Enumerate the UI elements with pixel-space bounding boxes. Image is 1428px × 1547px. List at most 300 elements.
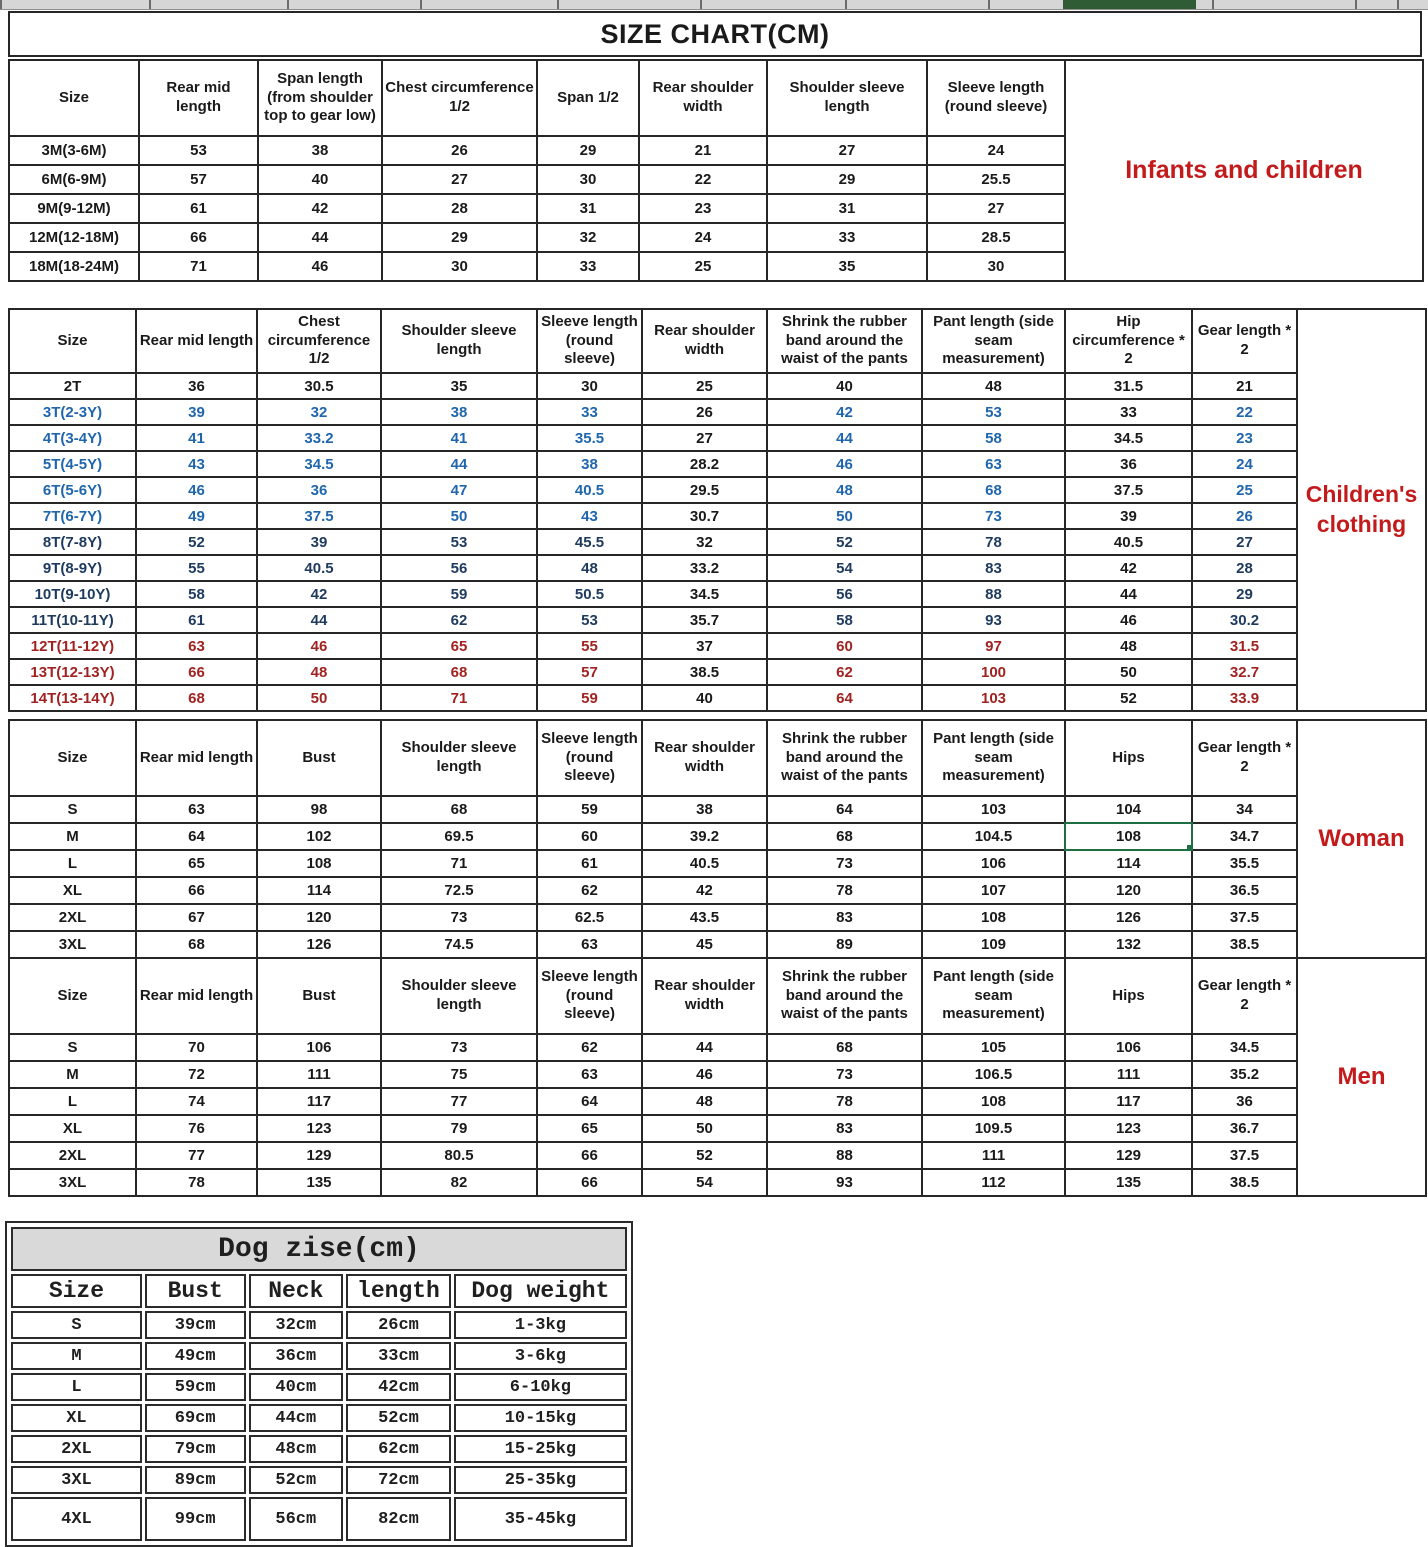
table-cell: 47: [381, 477, 537, 503]
column-header: Rear shoulder width: [642, 958, 767, 1034]
table-cell: 29: [537, 136, 639, 165]
table-cell: 61: [139, 194, 258, 223]
table-cell: 46: [1065, 607, 1192, 633]
table-cell: 42: [257, 581, 381, 607]
table-cell: 49cm: [145, 1342, 246, 1370]
table-cell: 71: [381, 850, 537, 877]
table-row: [9, 503, 1426, 529]
table-cell: 29: [767, 165, 927, 194]
table-cell: 72: [136, 1061, 257, 1088]
table-cell: 60: [767, 633, 922, 659]
table-cell: 44: [767, 425, 922, 451]
table-cell: 108: [257, 850, 381, 877]
table-cell: 38.5: [1192, 931, 1297, 958]
table-cell: 30.7: [642, 503, 767, 529]
table-cell: 77: [381, 1088, 537, 1115]
table-row: [9, 555, 1426, 581]
table-cell: 126: [257, 931, 381, 958]
table-cell: 78: [767, 877, 922, 904]
table-cell: 52: [136, 529, 257, 555]
table-row: [9, 1034, 1426, 1061]
table-cell: 65: [136, 850, 257, 877]
table-cell: 70: [136, 1034, 257, 1061]
table-row: [9, 425, 1426, 451]
table-cell: 34.5: [1065, 425, 1192, 451]
header-row: [9, 720, 1426, 796]
table-cell: 56: [381, 555, 537, 581]
table-cell: 34.5: [642, 581, 767, 607]
table-cell: 62: [767, 659, 922, 685]
column-header: Shoulder sleeve length: [767, 60, 927, 136]
table-row: [9, 1142, 1426, 1169]
table-cell: 31: [537, 194, 639, 223]
table-cell: 120: [1065, 877, 1192, 904]
table-cell: 88: [922, 581, 1065, 607]
table-row: [9, 399, 1426, 425]
column-header: Size: [9, 958, 136, 1034]
row-size-cell: 4T(3-4Y): [9, 425, 136, 451]
row-size-cell: L: [11, 1373, 142, 1401]
table-cell: 33: [537, 252, 639, 281]
table-cell: 66: [537, 1142, 642, 1169]
table-cell: 93: [922, 607, 1065, 633]
table-cell: 55: [537, 633, 642, 659]
table-cell: 60: [537, 823, 642, 850]
table-cell: 29.5: [642, 477, 767, 503]
row-size-cell: 7T(6-7Y): [9, 503, 136, 529]
table-cell: 26: [642, 399, 767, 425]
table-cell: 25: [642, 373, 767, 399]
table-cell: 36: [136, 373, 257, 399]
table-cell: 66: [139, 223, 258, 252]
table-cell: 44cm: [249, 1404, 344, 1432]
table-cell: 40cm: [249, 1373, 344, 1401]
header-row: [11, 1274, 627, 1308]
table-cell: 71: [381, 685, 537, 711]
table-row: [9, 581, 1426, 607]
table-cell: 48: [537, 555, 642, 581]
table-cell: 106: [1065, 1034, 1192, 1061]
row-size-cell: 2XL: [9, 1142, 136, 1169]
table-cell: 68: [922, 477, 1065, 503]
table-cell: 33cm: [346, 1342, 451, 1370]
header-row: [9, 309, 1426, 373]
table-cell: 109.5: [922, 1115, 1065, 1142]
table-cell: 61: [136, 607, 257, 633]
table-cell: 33.2: [642, 555, 767, 581]
table-cell: 52cm: [249, 1466, 344, 1494]
table-cell: 10-15kg: [454, 1404, 627, 1432]
table-row: [11, 1497, 627, 1541]
table-cell: 62.5: [537, 904, 642, 931]
column-header: Pant length (side seam measurement): [922, 309, 1065, 373]
column-header: Shrink the rubber band around the waist of the pants: [767, 309, 922, 373]
table-cell: 39: [1065, 503, 1192, 529]
side-label: Woman: [1297, 720, 1426, 958]
side-label: Infants and children: [1065, 60, 1423, 281]
table-cell: 50: [642, 1115, 767, 1142]
table-cell: 72.5: [381, 877, 537, 904]
row-size-cell: L: [9, 1088, 136, 1115]
table-row: [9, 451, 1426, 477]
column-tick: [420, 0, 422, 9]
table-row: [11, 1373, 627, 1401]
row-size-cell: 6T(5-6Y): [9, 477, 136, 503]
table-cell: 44: [1065, 581, 1192, 607]
column-header: Hip circumference * 2: [1065, 309, 1192, 373]
table-row: [9, 685, 1426, 711]
row-size-cell: 2XL: [11, 1435, 142, 1463]
table-cell: 129: [257, 1142, 381, 1169]
table-cell: 39.2: [642, 823, 767, 850]
column-header: Rear mid length: [136, 309, 257, 373]
table-cell: 27: [767, 136, 927, 165]
table-cell: 38: [258, 136, 382, 165]
table-cell: 32: [642, 529, 767, 555]
table-cell: 28.5: [927, 223, 1065, 252]
table-cell: 57: [537, 659, 642, 685]
table-cell: 106: [257, 1034, 381, 1061]
table-cell: 30.5: [257, 373, 381, 399]
row-size-cell: L: [9, 850, 136, 877]
table-cell: 52: [767, 529, 922, 555]
table-cell: 23: [1192, 425, 1297, 451]
table-cell: 65: [381, 633, 537, 659]
table-cell: 23: [639, 194, 767, 223]
table-cell: 35.7: [642, 607, 767, 633]
table-cell: 55: [136, 555, 257, 581]
table-cell: 30.2: [1192, 607, 1297, 633]
table-cell: 68: [136, 931, 257, 958]
table-row: [9, 1088, 1426, 1115]
column-header: Pant length (side seam measurement): [922, 720, 1065, 796]
table-cell: 61: [537, 850, 642, 877]
table-cell: 64: [136, 823, 257, 850]
table-cell: 106.5: [922, 1061, 1065, 1088]
row-size-cell: XL: [9, 877, 136, 904]
table-cell: 78: [136, 1169, 257, 1196]
table-cell: 103: [922, 796, 1065, 823]
table-cell: 49: [136, 503, 257, 529]
table-cell: 44: [381, 451, 537, 477]
table-cell: 3-6kg: [454, 1342, 627, 1370]
table-cell: 25: [639, 252, 767, 281]
table-cell: 76: [136, 1115, 257, 1142]
column-header: Sleeve length (round sleeve): [537, 309, 642, 373]
table-cell: 112: [922, 1169, 1065, 1196]
table-row: [11, 1466, 627, 1494]
column-header: Gear length * 2: [1192, 309, 1297, 373]
table-cell: 83: [767, 904, 922, 931]
table-cell: 54: [642, 1169, 767, 1196]
table-cell: 37.5: [1192, 904, 1297, 931]
table-cell: 103: [922, 685, 1065, 711]
table-cell: 6-10kg: [454, 1373, 627, 1401]
table-cell: 88: [767, 1142, 922, 1169]
table-row: [9, 1115, 1426, 1142]
table-cell: 26: [1192, 503, 1297, 529]
table-cell: 66: [537, 1169, 642, 1196]
table-cell: 68: [381, 659, 537, 685]
table-cell: 28: [1192, 555, 1297, 581]
adults-size-table: [8, 719, 1427, 1197]
table-cell: 53: [139, 136, 258, 165]
table-cell: 24: [639, 223, 767, 252]
column-tick: [845, 0, 847, 9]
table-cell: 37: [642, 633, 767, 659]
row-size-cell: S: [9, 1034, 136, 1061]
row-size-cell: S: [11, 1311, 142, 1339]
table-cell: 40: [258, 165, 382, 194]
column-tick: [557, 0, 559, 9]
column-header: Bust: [257, 720, 381, 796]
row-size-cell: 12M(12-18M): [9, 223, 139, 252]
table-cell: 97: [922, 633, 1065, 659]
column-header: length: [346, 1274, 451, 1308]
table-cell: 22: [1192, 399, 1297, 425]
row-size-cell: 3XL: [9, 931, 136, 958]
table-cell: 38.5: [642, 659, 767, 685]
table-cell: 24: [1192, 451, 1297, 477]
table-cell: 62: [537, 877, 642, 904]
header-row: [9, 958, 1426, 1034]
column-tick: [1397, 0, 1399, 9]
table-cell: 111: [922, 1142, 1065, 1169]
table-cell: 72cm: [346, 1466, 451, 1494]
table-row: [9, 373, 1426, 399]
table-cell: 104: [1065, 796, 1192, 823]
table-row: [9, 607, 1426, 633]
table-cell: 33: [1065, 399, 1192, 425]
table-row: [11, 1435, 627, 1463]
table-cell: 29: [1192, 581, 1297, 607]
table-cell: 54: [767, 555, 922, 581]
table-cell: 26cm: [346, 1311, 451, 1339]
table-cell: 35.5: [1192, 850, 1297, 877]
table-cell: 73: [767, 1061, 922, 1088]
table-cell: 74.5: [381, 931, 537, 958]
table-cell: 105: [922, 1034, 1065, 1061]
column-header: Rear shoulder width: [639, 60, 767, 136]
table-row: [9, 796, 1426, 823]
row-size-cell: 4XL: [11, 1497, 142, 1541]
table-cell: 56: [767, 581, 922, 607]
table-cell: 27: [1192, 529, 1297, 555]
table-cell: 69cm: [145, 1404, 246, 1432]
column-header: Size: [11, 1274, 142, 1308]
row-size-cell: 18M(18-24M): [9, 252, 139, 281]
table-cell: 98: [257, 796, 381, 823]
table-cell: 68: [136, 685, 257, 711]
header-row: [9, 60, 1423, 136]
table-cell: 107: [922, 877, 1065, 904]
table-cell: 32: [537, 223, 639, 252]
side-label: Men: [1297, 958, 1426, 1196]
table-cell: 30: [382, 252, 537, 281]
column-header: Sleeve length (round sleeve): [927, 60, 1065, 136]
side-label: Children's clothing: [1297, 309, 1426, 711]
table-cell: 25: [1192, 477, 1297, 503]
table-cell: 41: [381, 425, 537, 451]
table-cell: 135: [257, 1169, 381, 1196]
row-size-cell: 5T(4-5Y): [9, 451, 136, 477]
table-cell: 120: [257, 904, 381, 931]
table-cell: 108: [922, 904, 1065, 931]
table-cell: 111: [257, 1061, 381, 1088]
table-cell: 66: [136, 877, 257, 904]
column-header: Dog weight: [454, 1274, 627, 1308]
table-cell: 59: [381, 581, 537, 607]
column-header: Shoulder sleeve length: [381, 720, 537, 796]
column-header: Pant length (side seam measurement): [922, 958, 1065, 1034]
table-cell: 27: [382, 165, 537, 194]
table-cell: 43: [537, 503, 642, 529]
table-cell: 34: [1192, 796, 1297, 823]
column-header: Span length (from shoulder top to gear low): [258, 60, 382, 136]
table-cell: 25-35kg: [454, 1466, 627, 1494]
column-header: Sleeve length (round sleeve): [537, 958, 642, 1034]
table-cell: 48: [1065, 633, 1192, 659]
column-header: Neck: [249, 1274, 344, 1308]
column-header: Bust: [145, 1274, 246, 1308]
table-cell: 64: [767, 796, 922, 823]
table-cell: 93: [767, 1169, 922, 1196]
column-header: Shrink the rubber band around the waist of the pants: [767, 958, 922, 1034]
table-cell: 77: [136, 1142, 257, 1169]
table-cell: 123: [257, 1115, 381, 1142]
table-cell: 44: [642, 1034, 767, 1061]
table-cell: 40.5: [257, 555, 381, 581]
table-cell: 114: [257, 877, 381, 904]
table-cell: 53: [922, 399, 1065, 425]
row-size-cell: 14T(13-14Y): [9, 685, 136, 711]
table-cell: 52: [1065, 685, 1192, 711]
table-cell: 36cm: [249, 1342, 344, 1370]
table-cell: 68: [381, 796, 537, 823]
row-size-cell: 9M(9-12M): [9, 194, 139, 223]
table-cell: 57: [139, 165, 258, 194]
table-cell: 44: [258, 223, 382, 252]
table-cell: 52: [642, 1142, 767, 1169]
column-header: Bust: [257, 958, 381, 1034]
table-cell: 73: [381, 904, 537, 931]
table-cell: 59: [537, 796, 642, 823]
table-cell: 42cm: [346, 1373, 451, 1401]
size-chart-title: SIZE CHART(CM): [8, 11, 1422, 57]
table-cell: 35.2: [1192, 1061, 1297, 1088]
row-size-cell: 8T(7-8Y): [9, 529, 136, 555]
row-size-cell: 3M(3-6M): [9, 136, 139, 165]
table-cell: 29: [382, 223, 537, 252]
table-cell: 53: [381, 529, 537, 555]
table-cell: 63: [537, 1061, 642, 1088]
table-cell: 104.5: [922, 823, 1065, 850]
column-header: Hips: [1065, 720, 1192, 796]
table-cell: 35-45kg: [454, 1497, 627, 1541]
table-cell: 50.5: [537, 581, 642, 607]
table-cell: 43.5: [642, 904, 767, 931]
table-cell: 42: [767, 399, 922, 425]
table-cell: 63: [537, 931, 642, 958]
column-tick: [1212, 0, 1214, 9]
column-header: Span 1/2: [537, 60, 639, 136]
table-cell: 40: [767, 373, 922, 399]
table-cell: 32.7: [1192, 659, 1297, 685]
table-cell: 73: [922, 503, 1065, 529]
table-cell: 37.5: [1192, 1142, 1297, 1169]
table-cell: 37.5: [257, 503, 381, 529]
table-cell: 44: [257, 607, 381, 633]
selection-fill-handle: [1186, 844, 1192, 850]
table-cell: 71: [139, 252, 258, 281]
table-cell: 108: [922, 1088, 1065, 1115]
dog-table-title: Dog zise(cm): [11, 1227, 627, 1271]
table-cell: 27: [642, 425, 767, 451]
table-cell: 59: [537, 685, 642, 711]
table-cell: 46: [257, 633, 381, 659]
table-cell: 40.5: [537, 477, 642, 503]
column-header: Rear mid length: [136, 958, 257, 1034]
table-row: [9, 904, 1426, 931]
column-tick: [700, 0, 702, 9]
column-header: Rear shoulder width: [642, 720, 767, 796]
table-cell: 66: [136, 659, 257, 685]
table-cell: 21: [639, 136, 767, 165]
column-tick: [1355, 0, 1357, 9]
column-tick: [0, 0, 2, 9]
table-cell: 67: [136, 904, 257, 931]
table-cell: 30: [537, 373, 642, 399]
column-header: Size: [9, 309, 136, 373]
column-header: Rear shoulder width: [642, 309, 767, 373]
table-cell: 34.5: [1192, 1034, 1297, 1061]
column-header: Shoulder sleeve length: [381, 309, 537, 373]
table-cell: 106: [922, 850, 1065, 877]
row-size-cell: M: [9, 1061, 136, 1088]
column-header: Gear length * 2: [1192, 958, 1297, 1034]
table-cell: 126: [1065, 904, 1192, 931]
table-cell: 45: [642, 931, 767, 958]
table-cell: 39cm: [145, 1311, 246, 1339]
table-cell: 32: [257, 399, 381, 425]
column-header: Chest circumference 1/2: [382, 60, 537, 136]
table-cell: 42: [1065, 555, 1192, 581]
table-cell: 117: [1065, 1088, 1192, 1115]
size-chart-page: [8, 11, 1427, 1547]
table-cell: 123: [1065, 1115, 1192, 1142]
table-cell: 15-25kg: [454, 1435, 627, 1463]
row-size-cell: 3T(2-3Y): [9, 399, 136, 425]
table-cell: 40: [642, 685, 767, 711]
table-cell: 68: [767, 1034, 922, 1061]
table-cell: 83: [922, 555, 1065, 581]
table-cell: 63: [922, 451, 1065, 477]
table-row: [9, 659, 1426, 685]
table-cell: 46: [642, 1061, 767, 1088]
row-size-cell: 6M(6-9M): [9, 165, 139, 194]
table-cell: 59cm: [145, 1373, 246, 1401]
table-cell: 48: [642, 1088, 767, 1115]
table-cell: 100: [922, 659, 1065, 685]
table-row: [9, 823, 1426, 850]
table-cell: 33: [767, 223, 927, 252]
table-cell: 31.5: [1192, 633, 1297, 659]
row-size-cell: 2XL: [9, 904, 136, 931]
table-cell: 40.5: [642, 850, 767, 877]
column-tick: [149, 0, 151, 9]
selected-cell: 108: [1065, 823, 1192, 850]
table-cell: 79: [381, 1115, 537, 1142]
